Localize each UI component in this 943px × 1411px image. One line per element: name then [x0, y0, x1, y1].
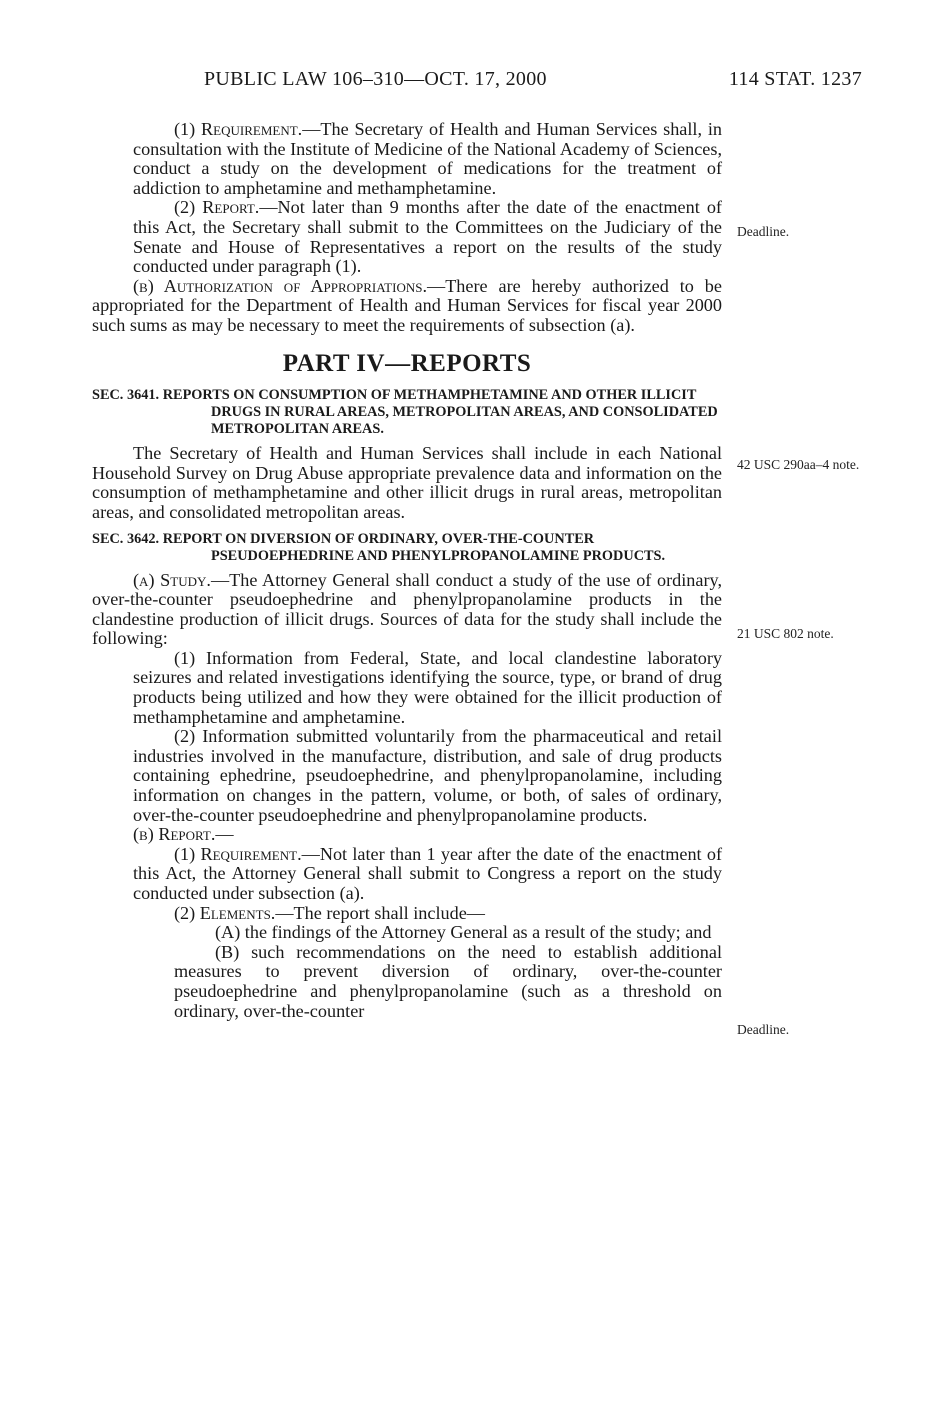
paragraph-study-2: (2) Information submitted voluntarily from the pharmaceutical and retail industries involved in the manufacture, distribution, and sale of drug products containing ephedrine, pseudoephedrine, and phenylpropanolamine, including information on changes in the pattern, volume, or both, of sales of ordinary, over-the-counter pseudoephedrine and phenylpropanolamine products.	[133, 726, 722, 825]
statute-page: 114 STAT. 1237	[728, 68, 862, 90]
paragraph-b-elements-a: (A) the findings of the Attorney General as a result of the study; and	[215, 922, 712, 943]
margin-note-deadline-2: Deadline.	[737, 1022, 790, 1037]
margin-note-usc-802: 21 USC 802 note.	[737, 626, 834, 641]
paragraph-report: (2) Report.—Not later than 9 months after the date of the enactment of this Act, the Secretary shall submit to the Committees on the Judiciary of the Senate and House of Representatives a report on the results of the study conducted under paragraph (1).	[133, 197, 722, 277]
paragraph-requirement: (1) Requirement.—The Secretary of Health and Human Services shall, in consultation with the Institute of Medicine of the National Academy of Sciences, conduct a study on the development of medications for the treatment of addiction to amphetamine and methamphetamine.	[133, 119, 723, 198]
paragraph-b-elements-b: (B) such recommendations on the need to establish additional measures to prevent diversion of ordinary, over-the-counter pseudoephedrine and phenylpropanolamine (such as a threshold on ordinary, over-the-counter	[174, 941, 722, 1021]
running-header	[92, 68, 862, 98]
section-3641-text: The Secretary of Health and Human Services shall include in each National Household Survey on Drug Abuse appropriate prevalence data and information on the consumption of methamphetamine and other illicit drugs in rural areas, metropolitan areas, and consolidated metropolitan areas.	[92, 443, 722, 522]
margin-note-usc-290aa: 42 USC 290aa–4 note.	[737, 457, 860, 472]
paragraph-study: (a) Study.—The Attorney General shall conduct a study of the use of ordinary, over-the-counter pseudoephedrine and phenylpropanolamine products in the clandestine production of illicit drugs. Sources of data for the study shall include the following:	[92, 569, 722, 649]
document-body	[92, 120, 722, 1021]
paragraph-authorization: (b) Authorization of Appropriations.—There are hereby authorized to be appropriated for the Department of Health and Human Services for fiscal year 2000 such sums as may be necessary to meet the requirements of subsection (a).	[92, 275, 722, 335]
section-3641-heading: SEC. 3641. REPORTS ON CONSUMPTION OF METHAMPHETAMINE AND OTHER ILLICIT DRUGS IN RURAL AREAS, METROPOLITAN AREAS, AND CONSOLIDATED METROPOLITAN AREAS.	[92, 387, 718, 438]
paragraph-b-elements: (2) Elements.—The report shall include—	[174, 902, 485, 923]
margin-note-deadline-1: Deadline.	[737, 224, 790, 239]
paragraph-b-requirement: (1) Requirement.—Not later than 1 year after the date of the enactment of this Act, the Attorney General shall submit to Congress a report on the study conducted under subsection (a).	[133, 843, 722, 903]
law-citation: PUBLIC LAW 106–310—OCT. 17, 2000	[204, 68, 547, 90]
part-title: PART IV—REPORTS	[282, 349, 532, 377]
paragraph-b-report: (b) Report.—	[133, 824, 234, 845]
paragraph-study-1: (1) Information from Federal, State, and local clandestine laboratory seizures and related investigations identifying the source, type, or brand of drug products being utilized and how they were obtained for the illicit production of methamphetamine and amphetamine.	[133, 647, 722, 727]
section-3642-heading: SEC. 3642. REPORT ON DIVERSION OF ORDINARY, OVER-THE-COUNTER PSEUDOEPHEDRINE AND PHENYLPROPANOLAMINE PRODUCTS.	[92, 530, 666, 564]
